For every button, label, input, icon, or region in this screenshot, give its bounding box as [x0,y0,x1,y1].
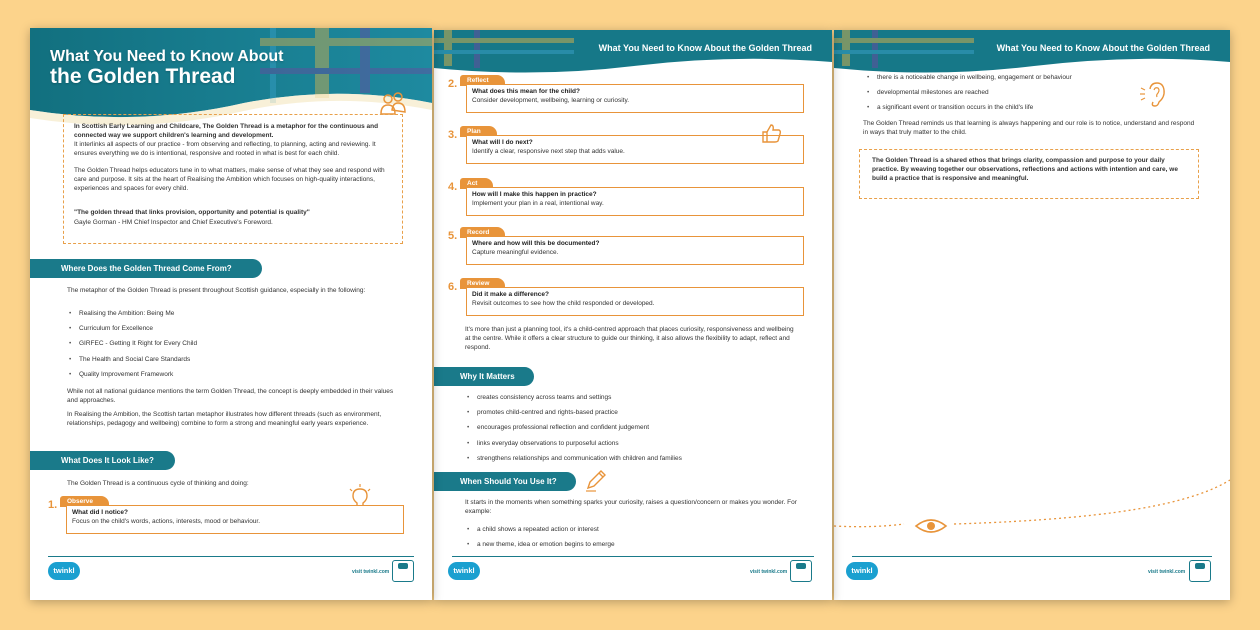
when-intro: It starts in the moments when something sparks your curiosity, raises a question/concern or makes you wonder. For example: [465,499,797,515]
visit-link[interactable]: visit twinkl.com [750,569,788,575]
step-observe [48,496,404,536]
step-number: 4. [448,181,458,193]
step-number: 1. [48,499,58,511]
list-item: • creates consistency across teams and settings [465,392,805,407]
step-label: Record [460,227,505,238]
step-box [466,236,804,265]
step-box [466,187,804,216]
summary-paragraph: It's more than just a planning tool, it's a child-centred approach that places curiosity, responsiveness and wellbeing at the centre. While it offers a clear structure to guide our thinking, it also allows the flexibility to adapt, reflect and respond. [465,326,794,351]
quality-seal [392,560,414,582]
pencil-icon [584,468,608,492]
list-item: • developmental milestones are reached [865,87,1175,102]
list-item: • links everyday observations to purposeful actions [465,438,805,453]
step-box [466,287,804,316]
thumbs-up-icon [760,122,782,144]
tartan-banner [434,30,832,80]
closing-paragraph: The Golden Thread reminds us that learning is always happening and our role is to notice, understand and respond in ways that truly matter to the child. [863,120,1195,136]
step-answer: Capture meaningful evidence. [472,249,559,256]
section-heading-look: What Does It Look Like? [30,451,175,470]
step-review [448,278,808,318]
step-question: How will I make this happen in practice? [472,191,597,198]
step-number: 3. [448,129,458,141]
step-answer: Implement your plan in a real, intentional way. [472,200,604,207]
ear-icon [1139,80,1173,110]
signs-list [865,72,1175,118]
step-plan [448,126,808,166]
footer-divider [48,556,414,557]
step-question: Did it make a difference? [472,291,549,298]
title-line-two: the Golden Thread [50,65,236,88]
section-heading-when: When Should You Use It? [434,472,576,491]
list-item: • GIRFEC - Getting It Right for Every Child [67,338,387,353]
twinkl-logo[interactable]: twinkl [48,562,80,580]
step-number: 2. [448,78,458,90]
origins-list [67,308,387,384]
list-item: • a significant event or transition occurs in the child's life [865,102,1175,117]
step-reflect [448,75,808,115]
quality-seal [790,560,812,582]
step-box [466,135,804,164]
list-item: • a new theme, idea or emotion begins to emerge [465,539,805,554]
step-box [466,84,804,113]
step-question: What does this mean for the child? [472,88,580,95]
footer-divider [852,556,1212,557]
footer-divider [452,556,814,557]
step-label: Plan [460,126,497,137]
page-title: What You Need to Know About the Golden Thread [598,43,812,53]
step-answer: Focus on the child's words, actions, interests, mood or behaviour. [72,518,261,525]
step-answer: Consider development, wellbeing, learning or curiosity. [472,97,630,104]
intro-lead: In Scottish Early Learning and Childcare, The Golden Thread is a metaphor for the continuous and connected way we support children's learning and development. [74,123,379,139]
callout-text: The Golden Thread is a shared ethos that brings clarity, compassion and purpose to your daily practice. By weaving together our observations, reflections and actions with intention and care, we build a practice that is responsive and meaningful. [872,157,1178,182]
visit-link[interactable]: visit twinkl.com [1148,569,1186,575]
golden-thread-line [834,470,1230,540]
list-item: • there is a noticeable change in wellbeing, engagement or behaviour [865,72,1175,87]
step-label: Act [460,178,493,189]
section-heading-origins: Where Does the Golden Thread Come From? [30,259,262,278]
page-title: What You Need to Know About the Golden Thread [996,43,1210,53]
intro-quote: "The golden thread that links provision, opportunity and potential is quality" [74,209,310,216]
list-item: • a child shows a repeated action or interest [465,524,805,539]
page-three [834,30,1230,600]
step-record [448,227,808,267]
list-item: • Quality Improvement Framework [67,369,387,384]
step-number: 6. [448,281,458,293]
list-item: • Curriculum for Excellence [67,323,387,338]
step-answer: Identify a clear, responsive next step that adds value. [472,148,625,155]
origins-intro: The metaphor of the Golden Thread is present throughout Scottish guidance, especially in the following: [67,287,366,294]
twinkl-logo[interactable]: twinkl [846,562,878,580]
step-question: Where and how will this be documented? [472,240,600,247]
intro-paragraph-2: The Golden Thread helps educators tune in to what matters, make sense of what they see and respond with care and purpose. It sits at the heart of Realising the Ambition which focuses on high-quality interactions, experiences and spaces for every child. [74,167,385,192]
list-item: • The Health and Social Care Standards [67,354,387,369]
list-item: • encourages professional reflection and confident judgement [465,422,805,437]
step-box [66,505,404,534]
list-item: • Realising the Ambition: Being Me [67,308,387,323]
page-two [434,30,832,600]
visit-link[interactable]: visit twinkl.com [352,569,390,575]
origins-paragraph-2: In Realising the Ambition, the Scottish tartan metaphor illustrates how different threads (such as environment, relationships, pedagogy and wellbeing) combine to form a strong and meaningful early years experience. [67,411,382,427]
eye-icon [914,516,948,536]
twinkl-logo[interactable]: twinkl [448,562,480,580]
section-heading-why: Why It Matters [434,367,534,386]
when-list [465,524,805,554]
intro-paragraph-1: It interlinks all aspects of our practice - from observing and reflecting, to planning, acting and reviewing. It ensures everything we do is intentional, responsive and rooted in what is best for each child. [74,141,376,157]
step-act [448,178,808,218]
list-item: • strengthens relationships and communication with children and families [465,453,805,468]
step-number: 5. [448,230,458,242]
step-answer: Revisit outcomes to see how the child responded or developed. [472,300,655,307]
title-line-one: What You Need to Know About [50,48,284,65]
intro-attribution: Gayle Gorman - HM Chief Inspector and Chief Executive's Foreword. [74,219,273,226]
origins-paragraph-1: While not all national guidance mentions the term Golden Thread, the concept is deeply embedded in their values and approaches. [67,388,394,404]
step-label: Reflect [460,75,505,86]
step-question: What will I do next? [472,139,533,146]
step-label: Observe [60,496,109,507]
look-intro: The Golden Thread is a continuous cycle of thinking and doing: [67,480,249,487]
list-item: • promotes child-centred and rights-based practice [465,407,805,422]
step-label: Review [460,278,505,289]
page-one [30,28,432,600]
why-list [465,392,805,468]
step-question: What did I notice? [72,509,128,516]
quality-seal [1189,560,1211,582]
